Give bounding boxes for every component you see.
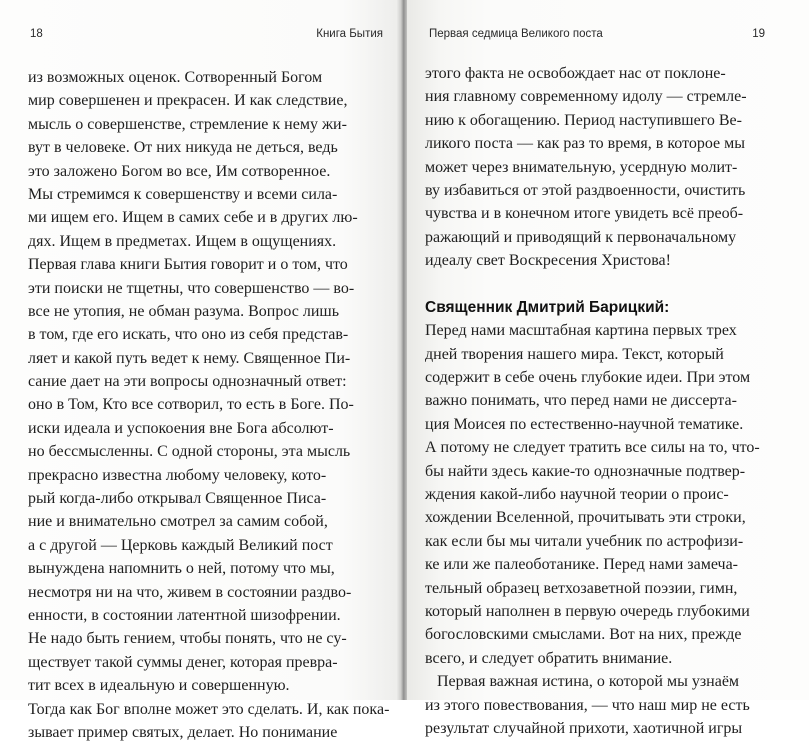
text-line: содержит в себе очень глубокие идеи. При этом: [425, 369, 751, 387]
text-line: зывает пример святых, делает. Но понимание: [28, 723, 338, 741]
text-line: всего, и следует обратить внимание.: [425, 649, 673, 667]
left-page: [0, 0, 403, 741]
text-line: вут в человеке. От них никуда не деться, ведь: [28, 139, 338, 157]
text-line: Не надо быть гением, чтобы понять, что не су-: [28, 630, 347, 648]
left-body-text: [28, 66, 388, 744]
text-line: ражающий и приводящий к первоначальному: [425, 228, 737, 246]
text-line: мысль о совершенстве, стремление к нему жи-: [28, 115, 347, 133]
text-line: нию к обогащению. Период наступившего Ве-: [425, 111, 742, 129]
text-line: из этого повествования, — что наш мир не есть: [425, 696, 750, 714]
text-line: который наполнен в первую очередь глубокими: [425, 602, 750, 620]
text-line: ния главному современному идолу — стремле-: [425, 88, 747, 106]
text-line: ция Моисея по естественно-научной тематике.: [425, 415, 744, 433]
text-line: ми ищем его. Ищем в самих себе и в других лю-: [28, 209, 358, 227]
text-line: из возможных оценок. Сотворенный Богом: [28, 69, 323, 86]
left-running-title: Книга Бытия: [316, 28, 383, 40]
text-line: ждения какой-либо научной теории о проис-: [425, 486, 729, 504]
text-line: хождении Вселенной, прочитывать эти строки,: [425, 509, 746, 527]
right-page-number: 19: [752, 28, 765, 40]
text-line: ляет и какой путь ведет к нему. Священное Пи-: [28, 349, 351, 367]
text-line: может через внимательную, усердную молит-: [425, 158, 738, 176]
text-line: но бессмысленны. С одной стороны, эта мысль: [28, 443, 351, 461]
text-line: Мы стремимся к совершенству и всеми сила-: [28, 185, 338, 203]
text-line: этого факта не освобождает нас от поклоне-: [425, 65, 726, 82]
text-line: дней творения нашего мира. Текст, который: [425, 345, 724, 363]
text-line: результат случайной прихоти, хаотичной игры: [425, 719, 743, 737]
left-page-number: 18: [30, 28, 43, 40]
text-line: ке или же палеоботанике. Перед нами замеча-: [425, 556, 739, 574]
right-body-text: [425, 62, 775, 740]
text-line: рый когда-либо открывал Священное Писа-: [28, 490, 327, 508]
text-line: Тогда как Бог вполне может это сделать. И, как пока-: [28, 700, 390, 718]
text-line: богословскими смыслами. Вот на них, прежде: [425, 626, 742, 644]
text-line: Перед нами масштабная картина первых трех: [425, 322, 737, 340]
right-page: [407, 0, 809, 737]
text-line: ву избавиться от этой раздвоенности, очистить: [425, 181, 746, 199]
text-line: ние и внимательно смотрел за самим собой,: [28, 513, 328, 531]
text-line: это заложено Богом во все, Им сотворенное.: [28, 162, 331, 180]
text-line: чувства и в конечном итоге увидеть всё преоб-: [425, 205, 744, 223]
text-line: важно понимать, что перед нами не диссерта-: [425, 392, 737, 410]
text-line: ществует такой суммы денег, которая превра-: [28, 653, 338, 671]
text-line: прекрасно известна любому человеку, кото-: [28, 466, 327, 484]
text-line: мир совершенен и прекрасен. И как следствие,: [28, 92, 348, 110]
text-line: а с другой — Церковь каждый Великий пост: [28, 536, 333, 554]
text-line: несмотря ни на что, живем в состоянии раздво-: [28, 583, 352, 601]
text-line: как если бы мы читали учебник по астрофизи-: [425, 532, 744, 550]
text-line: дях. Ищем в предметах. Ищем в ощущениях.: [28, 232, 337, 250]
text-line: в том, где его искать, что оно из себя представ-: [28, 326, 349, 344]
speaker-heading: Священник Дмитрий Барицкий:: [425, 298, 670, 316]
paragraph-spacer: [425, 273, 775, 296]
text-line: вынуждена напомнить о ней, потому что мы,: [28, 560, 335, 578]
text-line: сание дает на эти вопросы однозначный ответ:: [28, 373, 347, 391]
text-line: Первая важная истина, о которой мы узнаём: [437, 673, 740, 691]
text-line: иски идеала и успокоения вне Бога абсолют-: [28, 419, 334, 437]
text-line: оно в Том, Кто все сотворил, то есть в Боге. По-: [28, 396, 354, 414]
text-line: тельный образец ветхозаветной поэзии, гимн,: [425, 579, 738, 597]
text-line: все не утопия, не обман разума. Вопрос лишь: [28, 302, 340, 320]
text-line: эти поиски не тщетны, что совершенство — во-: [28, 279, 355, 297]
text-line: енности, в состоянии латентной шизофрении.: [28, 606, 341, 624]
text-line: тит всех в идеальную и совершенную.: [28, 677, 290, 695]
right-running-title: Первая седмица Великого поста: [429, 28, 603, 40]
text-line: Первая глава книги Бытия говорит и о том, что: [28, 256, 348, 274]
text-line: бы найти здесь какие-то однозначные подтвер-: [425, 462, 746, 480]
text-line: ликого поста — как раз то время, в которое мы: [425, 135, 746, 153]
text-line: идеалу свет Воскресения Христова!: [425, 252, 671, 270]
text-line: А потому не следует тратить все силы на то, что-: [425, 439, 760, 457]
